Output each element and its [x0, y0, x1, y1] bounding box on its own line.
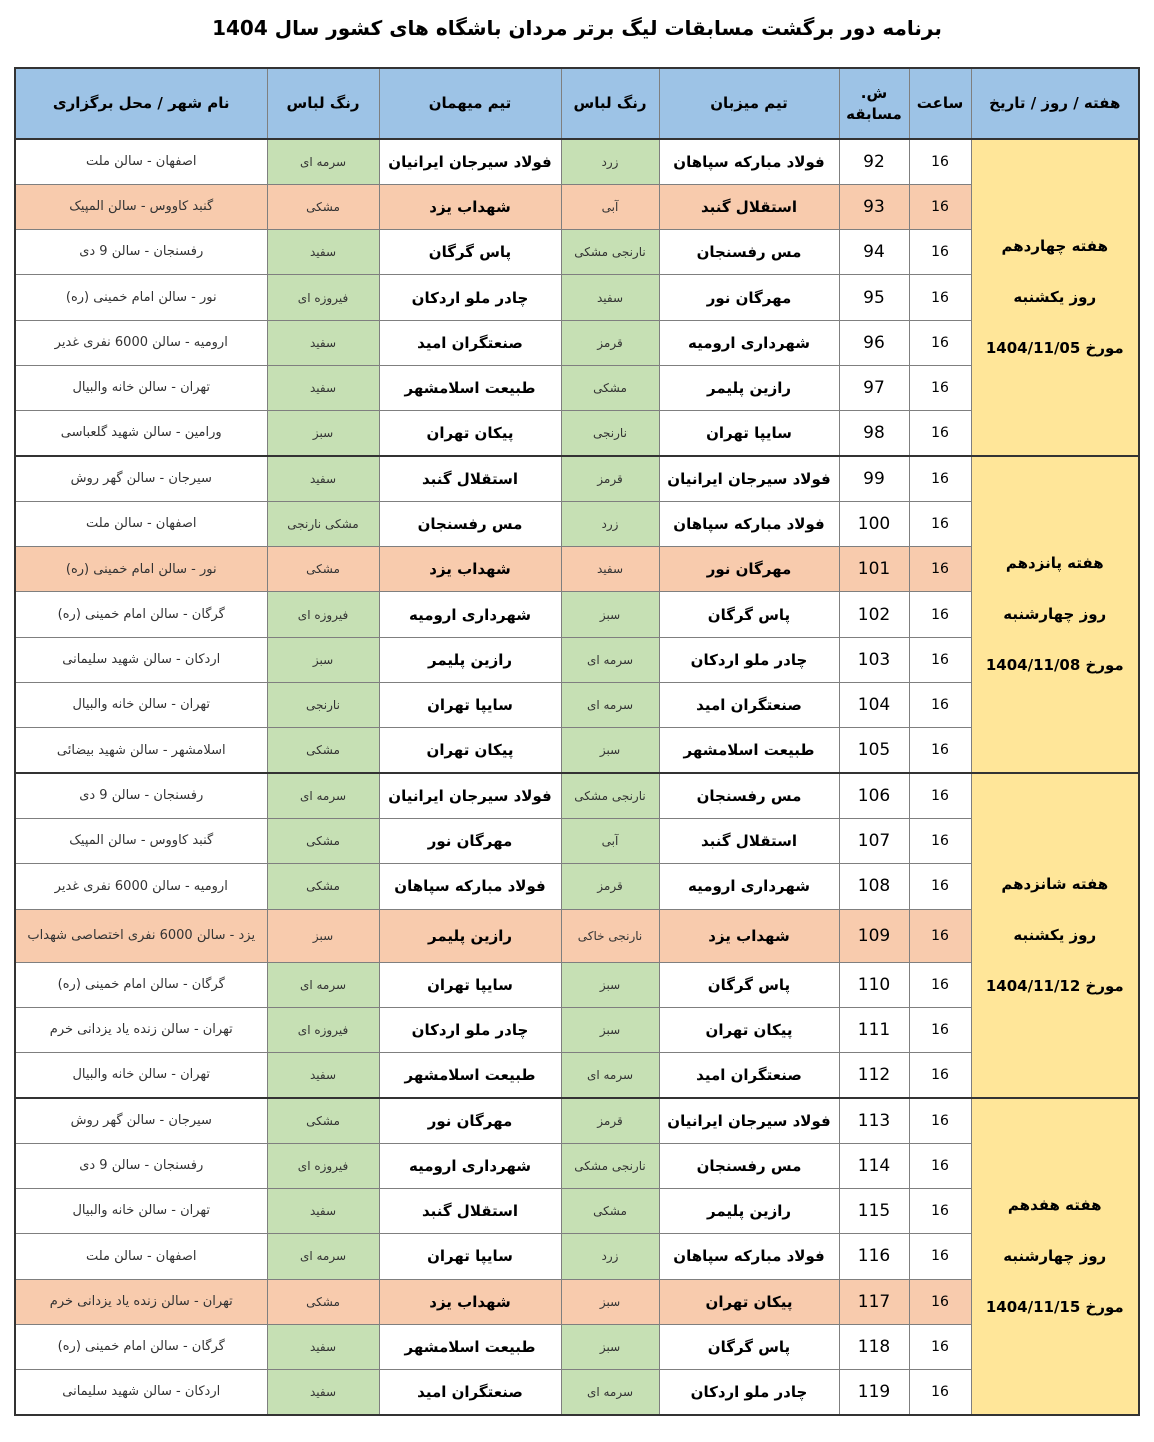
- match-row: [15, 1053, 1139, 1098]
- guest-team: شهداب یزد: [379, 547, 561, 592]
- match-time: 16: [909, 547, 971, 592]
- guest-kit-color: فیروزه ای: [267, 592, 379, 637]
- match-row: [15, 501, 1139, 546]
- match-row: [15, 456, 1139, 501]
- home-kit-color: سبز: [561, 1324, 659, 1369]
- guest-team: پیکان تهران: [379, 411, 561, 456]
- venue: ارومیه - سالن 6000 نفری غدیر: [15, 864, 267, 909]
- match-row: [15, 1324, 1139, 1369]
- home-team: مس رفسنجان: [659, 1143, 839, 1188]
- guest-kit-color: مشکی: [267, 728, 379, 773]
- match-row: [15, 275, 1139, 320]
- home-kit-color: سبز: [561, 1279, 659, 1324]
- guest-kit-color: سرمه ای: [267, 139, 379, 184]
- match-time: 16: [909, 1143, 971, 1188]
- match-number: 109: [839, 909, 909, 962]
- guest-team: شهداب یزد: [379, 1279, 561, 1324]
- home-team: رازین پلیمر: [659, 365, 839, 410]
- week-name: هفته چهاردهم: [1001, 237, 1108, 256]
- header-week: هفته / روز / تاریخ: [971, 68, 1139, 139]
- match-time: 16: [909, 1007, 971, 1052]
- match-time: 16: [909, 773, 971, 818]
- home-team: فولاد مبارکه سپاهان: [659, 501, 839, 546]
- home-kit-color: نارنجی مشکی: [561, 1143, 659, 1188]
- match-row: [15, 1143, 1139, 1188]
- match-row: [15, 547, 1139, 592]
- home-kit-color: سفید: [561, 275, 659, 320]
- home-team: استقلال گنبد: [659, 818, 839, 863]
- match-time: 16: [909, 683, 971, 728]
- home-kit-color: سبز: [561, 962, 659, 1007]
- venue: اسلامشهر - سالن شهید بیضائی: [15, 728, 267, 773]
- venue: اردکان - سالن شهید سلیمانی: [15, 1370, 267, 1415]
- match-number: 100: [839, 501, 909, 546]
- home-team: مهرگان نور: [659, 275, 839, 320]
- match-row: [15, 864, 1139, 909]
- header-num-line2: مسابقه: [846, 104, 902, 123]
- match-time: 16: [909, 592, 971, 637]
- match-row: [15, 1370, 1139, 1415]
- match-row: [15, 1234, 1139, 1279]
- venue: تهران - سالن خانه والبیال: [15, 683, 267, 728]
- week-info-cell: [971, 773, 1139, 1098]
- match-row: [15, 1279, 1139, 1324]
- venue: تهران - سالن خانه والبیال: [15, 1053, 267, 1098]
- match-number: 93: [839, 184, 909, 229]
- guest-team: استقلال گنبد: [379, 1189, 561, 1234]
- home-kit-color: زرد: [561, 139, 659, 184]
- home-kit-color: قرمز: [561, 864, 659, 909]
- guest-kit-color: سبز: [267, 637, 379, 682]
- guest-team: چادر ملو اردکان: [379, 275, 561, 320]
- home-team: صنعتگران امید: [659, 683, 839, 728]
- match-time: 16: [909, 1098, 971, 1143]
- venue: یزد - سالن 6000 نفری اختصاصی شهداب: [15, 909, 267, 962]
- venue: تهران - سالن خانه والبیال: [15, 365, 267, 410]
- home-team: صنعتگران امید: [659, 1053, 839, 1098]
- match-number: 92: [839, 139, 909, 184]
- guest-kit-color: سبز: [267, 411, 379, 456]
- match-number: 104: [839, 683, 909, 728]
- match-time: 16: [909, 230, 971, 275]
- match-number: 112: [839, 1053, 909, 1098]
- home-kit-color: نارنجی مشکی: [561, 230, 659, 275]
- home-kit-color: نارنجی: [561, 411, 659, 456]
- week-info-cell: [971, 1098, 1139, 1415]
- guest-kit-color: سفید: [267, 230, 379, 275]
- home-team: چادر ملو اردکان: [659, 637, 839, 682]
- guest-kit-color: مشکی: [267, 1098, 379, 1143]
- guest-team: صنعتگران امید: [379, 1370, 561, 1415]
- header-venue: نام شهر / محل برگزاری: [15, 68, 267, 139]
- match-row: [15, 818, 1139, 863]
- guest-team: طبیعت اسلامشهر: [379, 1324, 561, 1369]
- guest-team: فولاد مبارکه سپاهان: [379, 864, 561, 909]
- venue: ورامین - سالن شهید گلعباسی: [15, 411, 267, 456]
- guest-team: چادر ملو اردکان: [379, 1007, 561, 1052]
- guest-kit-color: مشکی: [267, 818, 379, 863]
- match-number: 102: [839, 592, 909, 637]
- schedule-table: [14, 67, 1140, 1416]
- guest-team: سایپا تهران: [379, 962, 561, 1007]
- match-time: 16: [909, 637, 971, 682]
- home-team: پاس گرگان: [659, 592, 839, 637]
- match-row: [15, 365, 1139, 410]
- guest-team: پاس گرگان: [379, 230, 561, 275]
- guest-kit-color: سفید: [267, 1053, 379, 1098]
- home-kit-color: قرمز: [561, 456, 659, 501]
- home-kit-color: زرد: [561, 1234, 659, 1279]
- home-kit-color: سرمه ای: [561, 1370, 659, 1415]
- guest-kit-color: سفید: [267, 456, 379, 501]
- match-row: [15, 320, 1139, 365]
- venue: گرگان - سالن امام خمینی (ره): [15, 962, 267, 1007]
- home-team: شهداب یزد: [659, 909, 839, 962]
- match-number: 101: [839, 547, 909, 592]
- home-kit-color: زرد: [561, 501, 659, 546]
- guest-kit-color: مشکی: [267, 547, 379, 592]
- home-kit-color: سرمه ای: [561, 637, 659, 682]
- home-team: فولاد سیرجان ایرانیان: [659, 1098, 839, 1143]
- match-row: [15, 139, 1139, 184]
- guest-kit-color: فیروزه ای: [267, 275, 379, 320]
- match-row: [15, 637, 1139, 682]
- match-time: 16: [909, 1189, 971, 1234]
- header-guest-team: تیم میهمان: [379, 68, 561, 139]
- venue: تهران - سالن زنده یاد یزدانی خرم: [15, 1279, 267, 1324]
- week-date: مورخ 1404/11/15: [985, 1297, 1124, 1316]
- match-time: 16: [909, 1324, 971, 1369]
- home-team: فولاد مبارکه سپاهان: [659, 1234, 839, 1279]
- guest-team: فولاد سیرجان ایرانیان: [379, 773, 561, 818]
- guest-team: طبیعت اسلامشهر: [379, 1053, 561, 1098]
- match-number: 107: [839, 818, 909, 863]
- home-kit-color: قرمز: [561, 320, 659, 365]
- home-kit-color: سبز: [561, 728, 659, 773]
- guest-team: رازین پلیمر: [379, 637, 561, 682]
- match-number: 96: [839, 320, 909, 365]
- match-row: [15, 411, 1139, 456]
- venue: ارومیه - سالن 6000 نفری غدیر: [15, 320, 267, 365]
- guest-team: مهرگان نور: [379, 818, 561, 863]
- guest-kit-color: سفید: [267, 320, 379, 365]
- guest-team: رازین پلیمر: [379, 909, 561, 962]
- home-kit-color: آبی: [561, 818, 659, 863]
- home-kit-color: نارنجی خاکی: [561, 909, 659, 962]
- guest-team: استقلال گنبد: [379, 456, 561, 501]
- match-time: 16: [909, 818, 971, 863]
- venue: گرگان - سالن امام خمینی (ره): [15, 1324, 267, 1369]
- home-kit-color: سبز: [561, 592, 659, 637]
- match-time: 16: [909, 728, 971, 773]
- venue: اردکان - سالن شهید سلیمانی: [15, 637, 267, 682]
- week-day: روز چهارشنبه: [1003, 605, 1107, 624]
- home-kit-color: سفید: [561, 547, 659, 592]
- match-number: 95: [839, 275, 909, 320]
- match-number: 108: [839, 864, 909, 909]
- match-number: 119: [839, 1370, 909, 1415]
- home-team: پیکان تهران: [659, 1279, 839, 1324]
- venue: اصفهان - سالن ملت: [15, 139, 267, 184]
- week-date: مورخ 1404/11/12: [985, 977, 1124, 996]
- match-time: 16: [909, 501, 971, 546]
- venue: نور - سالن امام خمینی (ره): [15, 547, 267, 592]
- venue: سیرجان - سالن گهر روش: [15, 1098, 267, 1143]
- venue: رفسنجان - سالن 9 دی: [15, 230, 267, 275]
- match-number: 118: [839, 1324, 909, 1369]
- match-number: 116: [839, 1234, 909, 1279]
- guest-kit-color: سفید: [267, 1189, 379, 1234]
- match-row: [15, 1098, 1139, 1143]
- home-kit-color: قرمز: [561, 1098, 659, 1143]
- match-row: [15, 184, 1139, 229]
- guest-team: مس رفسنجان: [379, 501, 561, 546]
- home-kit-color: مشکی: [561, 365, 659, 410]
- home-team: چادر ملو اردکان: [659, 1370, 839, 1415]
- match-number: 105: [839, 728, 909, 773]
- venue: رفسنجان - سالن 9 دی: [15, 773, 267, 818]
- guest-kit-color: فیروزه ای: [267, 1143, 379, 1188]
- match-row: [15, 1007, 1139, 1052]
- match-row: [15, 962, 1139, 1007]
- header-home-kit: رنگ لباس: [561, 68, 659, 139]
- guest-team: شهرداری ارومیه: [379, 592, 561, 637]
- header-guest-kit: رنگ لباس: [267, 68, 379, 139]
- guest-team: مهرگان نور: [379, 1098, 561, 1143]
- home-team: سایپا تهران: [659, 411, 839, 456]
- week-date: مورخ 1404/11/05: [985, 339, 1124, 358]
- match-time: 16: [909, 1053, 971, 1098]
- home-kit-color: آبی: [561, 184, 659, 229]
- venue: سیرجان - سالن گهر روش: [15, 456, 267, 501]
- match-row: [15, 592, 1139, 637]
- week-name: هفته شانزدهم: [1001, 875, 1109, 894]
- guest-kit-color: مشکی: [267, 864, 379, 909]
- venue: اصفهان - سالن ملت: [15, 1234, 267, 1279]
- match-time: 16: [909, 1279, 971, 1324]
- match-row: [15, 773, 1139, 818]
- header-home-team: تیم میزبان: [659, 68, 839, 139]
- match-row: [15, 230, 1139, 275]
- header-num-line1: ش.: [860, 84, 888, 103]
- header-time: ساعت: [909, 68, 971, 139]
- venue: گنبد کاووس - سالن المپیک: [15, 184, 267, 229]
- match-time: 16: [909, 320, 971, 365]
- guest-kit-color: سرمه ای: [267, 962, 379, 1007]
- match-row: [15, 683, 1139, 728]
- venue: تهران - سالن زنده یاد یزدانی خرم: [15, 1007, 267, 1052]
- week-info-cell: [971, 456, 1139, 773]
- guest-kit-color: مشکی نارنجی: [267, 501, 379, 546]
- match-time: 16: [909, 1370, 971, 1415]
- guest-team: صنعتگران امید: [379, 320, 561, 365]
- guest-kit-color: فیروزه ای: [267, 1007, 379, 1052]
- guest-team: شهرداری ارومیه: [379, 1143, 561, 1188]
- match-time: 16: [909, 456, 971, 501]
- match-row: [15, 728, 1139, 773]
- guest-kit-color: سرمه ای: [267, 1234, 379, 1279]
- match-time: 16: [909, 909, 971, 962]
- match-row: [15, 909, 1139, 962]
- home-kit-color: سرمه ای: [561, 1053, 659, 1098]
- week-day: روز یکشنبه: [1013, 926, 1097, 945]
- week-name: هفته پانزدهم: [1005, 554, 1104, 573]
- home-kit-color: مشکی: [561, 1189, 659, 1234]
- home-kit-color: نارنجی مشکی: [561, 773, 659, 818]
- match-time: 16: [909, 275, 971, 320]
- week-info-cell: [971, 139, 1139, 456]
- venue: تهران - سالن خانه والبیال: [15, 1189, 267, 1234]
- guest-kit-color: سفید: [267, 365, 379, 410]
- home-team: پاس گرگان: [659, 962, 839, 1007]
- guest-team: سایپا تهران: [379, 1234, 561, 1279]
- guest-team: سایپا تهران: [379, 683, 561, 728]
- home-team: پاس گرگان: [659, 1324, 839, 1369]
- match-number: 106: [839, 773, 909, 818]
- match-number: 117: [839, 1279, 909, 1324]
- guest-team: فولاد سیرجان ایرانیان: [379, 139, 561, 184]
- match-time: 16: [909, 864, 971, 909]
- venue: گنبد کاووس - سالن المپیک: [15, 818, 267, 863]
- venue: گرگان - سالن امام خمینی (ره): [15, 592, 267, 637]
- home-team: فولاد سیرجان ایرانیان: [659, 456, 839, 501]
- guest-kit-color: سفید: [267, 1370, 379, 1415]
- venue: اصفهان - سالن ملت: [15, 501, 267, 546]
- week-day: روز چهارشنبه: [1003, 1246, 1107, 1265]
- match-time: 16: [909, 365, 971, 410]
- match-number: 94: [839, 230, 909, 275]
- home-kit-color: سرمه ای: [561, 683, 659, 728]
- home-team: پیکان تهران: [659, 1007, 839, 1052]
- week-day: روز یکشنبه: [1013, 288, 1097, 307]
- week-name: هفته هفدهم: [1007, 1195, 1102, 1214]
- home-team: مس رفسنجان: [659, 773, 839, 818]
- match-time: 16: [909, 962, 971, 1007]
- guest-kit-color: سرمه ای: [267, 773, 379, 818]
- match-row: [15, 1189, 1139, 1234]
- guest-kit-color: مشکی: [267, 184, 379, 229]
- match-number: 113: [839, 1098, 909, 1143]
- match-number: 103: [839, 637, 909, 682]
- home-team: استقلال گنبد: [659, 184, 839, 229]
- match-number: 98: [839, 411, 909, 456]
- page-title: برنامه دور برگشت مسابقات لیگ برتر مردان باشگاه های کشور سال 1404: [212, 16, 942, 40]
- guest-kit-color: مشکی: [267, 1279, 379, 1324]
- home-team: طبیعت اسلامشهر: [659, 728, 839, 773]
- guest-kit-color: سفید: [267, 1324, 379, 1369]
- match-number: 110: [839, 962, 909, 1007]
- match-time: 16: [909, 139, 971, 184]
- week-date: مورخ 1404/11/08: [985, 656, 1124, 675]
- match-number: 111: [839, 1007, 909, 1052]
- guest-kit-color: سبز: [267, 909, 379, 962]
- header-match-number: [839, 68, 909, 139]
- venue: نور - سالن امام خمینی (ره): [15, 275, 267, 320]
- guest-kit-color: نارنجی: [267, 683, 379, 728]
- match-time: 16: [909, 184, 971, 229]
- home-team: شهرداری ارومیه: [659, 320, 839, 365]
- guest-team: پیکان تهران: [379, 728, 561, 773]
- match-number: 115: [839, 1189, 909, 1234]
- match-time: 16: [909, 1234, 971, 1279]
- guest-team: طبیعت اسلامشهر: [379, 365, 561, 410]
- venue: رفسنجان - سالن 9 دی: [15, 1143, 267, 1188]
- match-time: 16: [909, 411, 971, 456]
- home-kit-color: سبز: [561, 1007, 659, 1052]
- home-team: شهرداری ارومیه: [659, 864, 839, 909]
- home-team: رازین پلیمر: [659, 1189, 839, 1234]
- match-number: 99: [839, 456, 909, 501]
- home-team: مهرگان نور: [659, 547, 839, 592]
- match-number: 114: [839, 1143, 909, 1188]
- home-team: مس رفسنجان: [659, 230, 839, 275]
- header-row: [15, 68, 1139, 139]
- match-number: 97: [839, 365, 909, 410]
- guest-team: شهداب یزد: [379, 184, 561, 229]
- home-team: فولاد مبارکه سپاهان: [659, 139, 839, 184]
